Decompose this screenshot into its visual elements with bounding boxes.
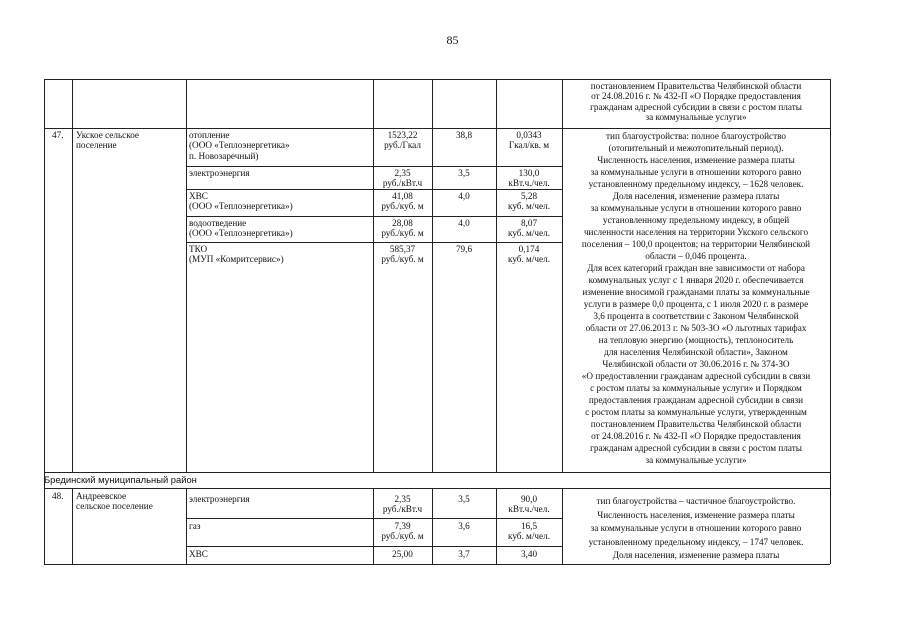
municipality-name: Андреевское сельское поселение (76, 491, 153, 512)
row-number: 47. (52, 130, 64, 140)
municipality-name: Укское сельское поселение (76, 130, 139, 151)
percent: 38,8 (455, 130, 473, 140)
page-number: 85 (446, 33, 459, 47)
percent: 3,7 (458, 549, 470, 559)
tariff: 1523,22 руб./Гкал (384, 130, 421, 151)
service-name: ХВС (189, 549, 208, 559)
continued-note: постановлением Правительства Челябинской области от 24.08.2016 г. № 432-П «О Порядке предоставления гражданам адресной субсидии в связи с ростом платы за коммунальные услуги» (590, 81, 802, 123)
norm: 8,07 куб. м/чел. (507, 218, 551, 239)
service-name: водоотведение (ООО «Теплоэнергетика») (189, 218, 293, 239)
service-name: электроэнергия (189, 494, 250, 504)
tariff: 7,39 руб./куб. м (381, 521, 424, 542)
service-name: отопление (ООО «Теплоэнергетика» п. Новозаречный) (189, 130, 290, 161)
norm: 16,5 куб. м/чел. (507, 521, 551, 542)
norm: 5,28 куб. м/чел. (507, 191, 551, 212)
percent: 4,0 (458, 191, 470, 201)
percent: 3,5 (458, 168, 470, 178)
service-name: газ (189, 521, 201, 531)
service-name: ТКО (МУП «Комритсервис») (189, 244, 284, 265)
tariff: 2,35 руб./кВт.ч (382, 168, 423, 189)
service-name: электроэнергия (189, 168, 250, 178)
region-header: Брединский муниципальный район (44, 474, 197, 485)
norm: 0,0343 Гкал/кв. м (508, 130, 550, 151)
service-name: ХВС (ООО «Теплоэнергетика») (189, 191, 293, 212)
notes-48: тип благоустройства – частичное благоустройство. Численность населения, изменение размера платы за коммунальные услуги в отношении которого равно установленному предельному индексу, – 1747 человек. Доля населения, изменение размера платы (588, 496, 804, 560)
tariff: 28,08 руб./куб. м (381, 218, 424, 239)
norm: 0,174 куб. м/чел. (507, 244, 551, 265)
percent: 79,6 (455, 244, 473, 254)
norm: 90,0 кВт.ч./чел. (508, 494, 550, 515)
row-number: 48. (52, 491, 64, 501)
percent: 3,5 (458, 494, 470, 504)
norm: 3,40 (520, 549, 538, 559)
tariff: 585,37 руб./куб. м (381, 244, 424, 265)
norm: 130,0 кВт.ч./чел. (508, 168, 550, 189)
tariff: 25,00 (392, 549, 413, 559)
tariff: 2,35 руб./кВт.ч (382, 494, 423, 515)
percent: 3,6 (458, 521, 470, 531)
tariff: 41,08 руб./куб. м (381, 191, 424, 212)
notes-47: тип благоустройства: полное благоустройство (отопительный и межотопительный период). Численность населения, изменение размера платы за коммунальные услуги в отношении которого равно установленному предельному индексу, – 1628 человек. Доля населения, изменение размера платы за коммунальные услуги в отношении которого равно установленному предельному индексу, в общей численности населения на территории Укского сельского поселения – 100,0 процентов; на территории Челябинской области – 0,046 процента. Для всех категорий граждан вне зависимости от набора коммунальных услуг с 1 января 2020 г. обеспечивается изменение вносимой гражданами платы за коммунальные услуги в размере 0,0 процента, с 1 июля 2020 г. в размере 3,6 процента в соответствии с Законом Челябинской области от 27.06.2013 г. № 503-ЗО «О льготных тарифах на тепловую энергию (мощность), теплоноситель для населения Челябинской области», Законом Челябинской области от 30.06.2016 г. № 374-ЗО «О предоставлении гражданам адресной субсидии в связи с ростом платы за коммунальные услуги» и Порядком предоставления гражданам адресной субсидии в связи с ростом платы за коммунальные услуги, утвержденным постановлением Правительства Челябинской области от 24.08.2016 г. № 432-П «О Порядке предоставления гражданам адресной субсидии в связи с ростом платы за коммунальные услуги» (581, 131, 811, 465)
percent: 4,0 (458, 218, 470, 228)
